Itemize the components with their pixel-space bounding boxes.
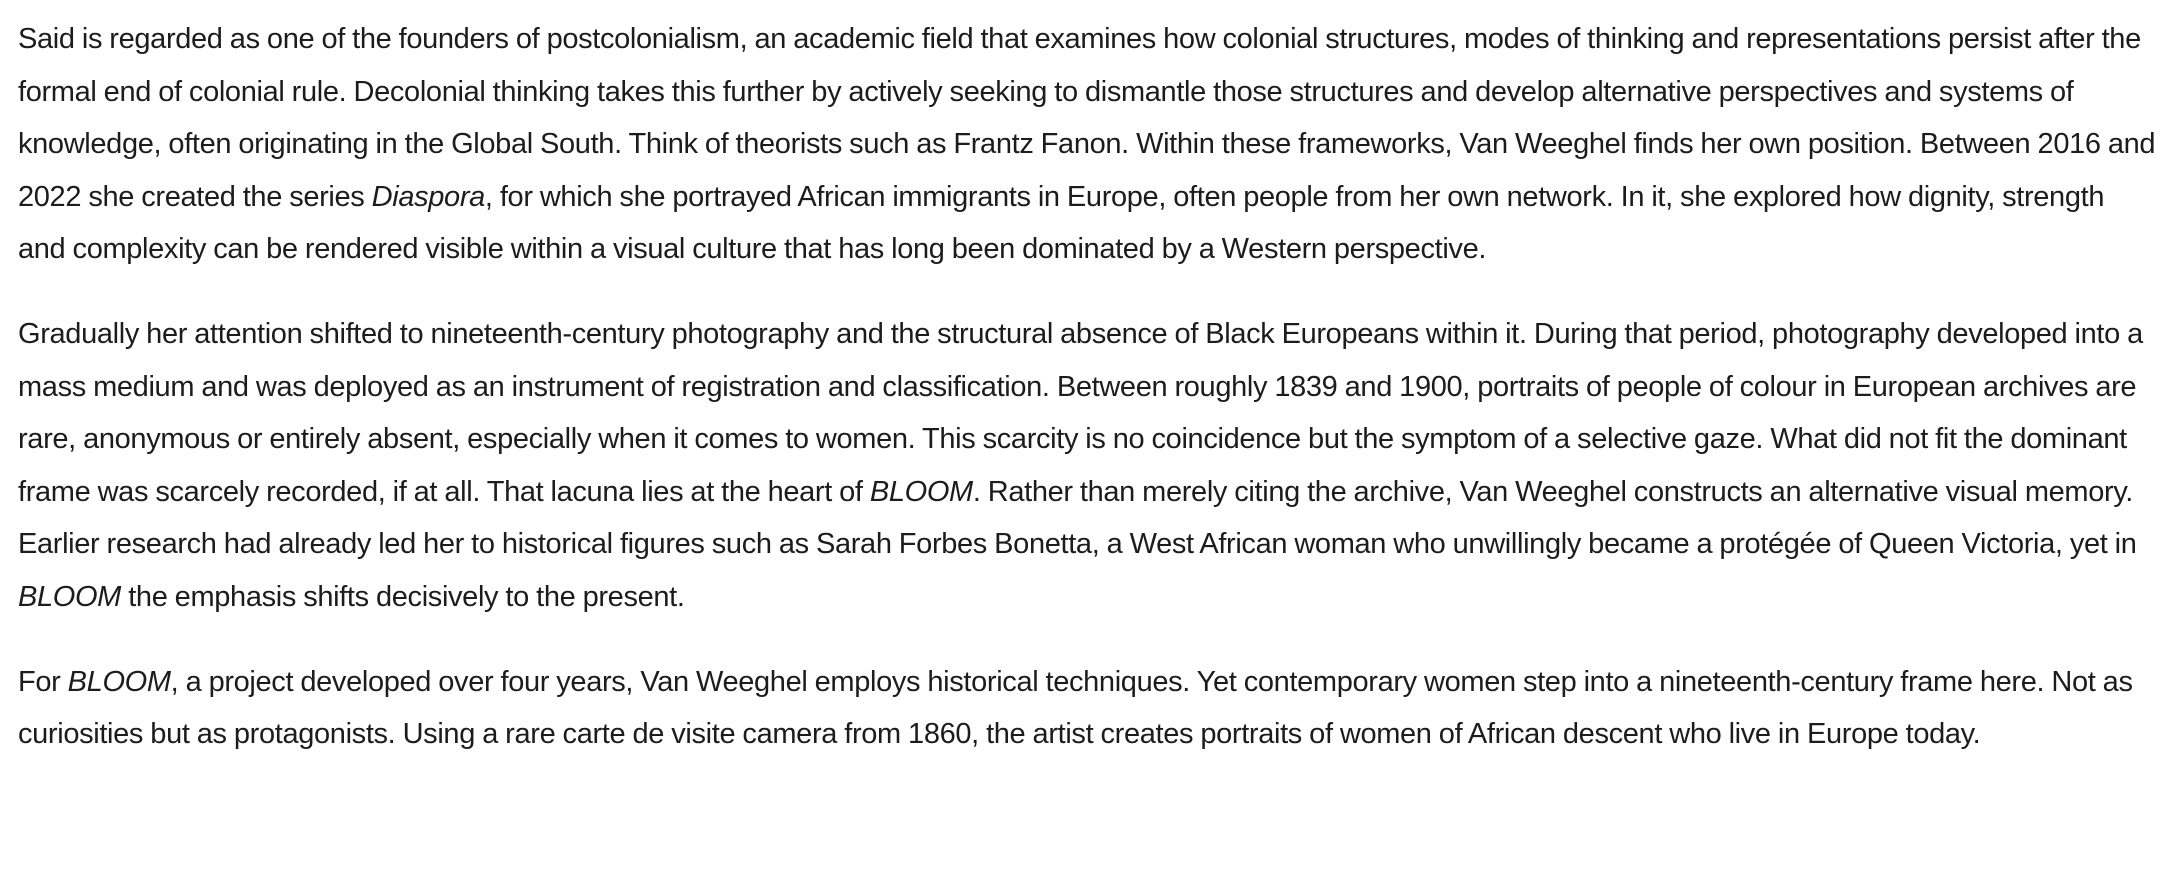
text-run: , a project developed over four years, Van Weeghel employs historical techniques. Yet contemporary women step into a nineteenth-century frame here. Not as curiosities but as protagonists. Using a rare carte de visite camera from 1860, the artist creates portraits of women of African descent who live in Europe today. [18, 665, 2133, 751]
series-title-diaspora: Diaspora [371, 180, 485, 213]
text-run: For [18, 665, 68, 698]
project-title-bloom: BLOOM [18, 580, 121, 613]
text-run: , for which she portrayed African immigrants in Europe, often people from her own network. In it, she explored how dignity, strength and complexity can be rendered visible within a visual culture that has long been dominated by a Western perspective. [18, 180, 2105, 266]
text-run: the emphasis shifts decisively to the present. [121, 580, 685, 613]
text-run: . Rather than merely citing the archive, Van Weeghel constructs an alternative visual memory. Earlier research had already led her to historical figures such as Sarah Forbes Bonetta, a West African woman who unwillingly became a protégée of Queen Victoria, yet in [18, 475, 2137, 561]
project-title-bloom: BLOOM [869, 475, 973, 508]
paragraph-bloom-project [18, 656, 2158, 761]
text-run: Gradually her attention shifted to nineteenth-century photography and the structural absence of Black Europeans within it. During that period, photography developed into a mass medium and was deployed as an instrument of registration and classification. Between roughly 1839 and 1900, portraits of people of colour in European archives are rare, anonymous or entirely absent, especially when it comes to women. This scarcity is no coincidence but the symptom of a selective gaze. What did not fit the dominant frame was scarcely recorded, if at all. That lacuna lies at the heart of [18, 317, 2143, 508]
paragraph-postcolonialism [18, 13, 2158, 276]
article-body [18, 13, 2158, 761]
text-run: Said is regarded as one of the founders of postcolonialism, an academic field that examines how colonial structures, modes of thinking and representations persist after the formal end of colonial rule. Decolonial thinking takes this further by actively seeking to dismantle those structures and develop alternative perspectives and systems of knowledge, often originating in the Global South. Think of theorists such as Frantz Fanon. Within these frameworks, Van Weeghel finds her own position. Between 2016 and 2022 she created the series [18, 23, 2156, 213]
project-title-bloom: BLOOM [67, 665, 171, 698]
paragraph-nineteenth-century-photography [18, 308, 2158, 624]
